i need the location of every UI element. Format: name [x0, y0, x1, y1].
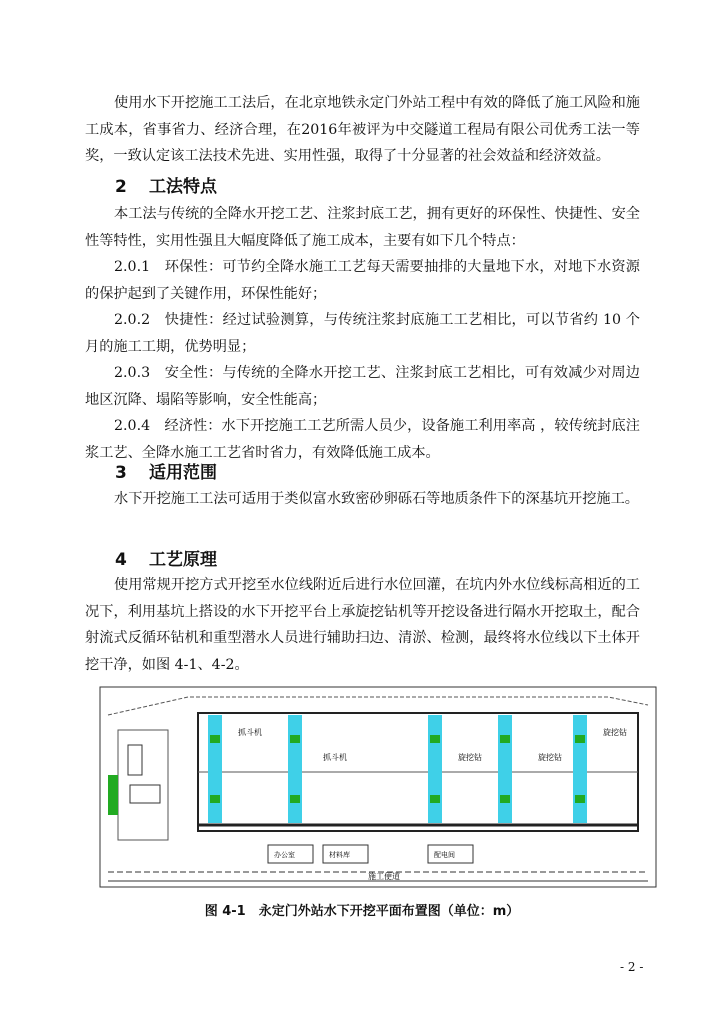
paragraph-feature-3: 2.0.3 安全性：与传统的全降水开挖工艺、注浆封底工艺相比，可有效减少对周边地区沉降、塌陷等影响，安全性能高；	[85, 365, 640, 408]
machine-marker	[290, 795, 300, 803]
water-column	[208, 715, 222, 823]
machine-marker	[500, 795, 510, 803]
paragraph-feature-2: 2.0.2 快捷性：经过试验测算，与传统注浆封底施工工艺相比，可以节省约 10 个月的施工工期，优势明显；	[85, 312, 640, 355]
annex-building	[130, 785, 160, 803]
section-title: 工艺原理	[149, 550, 217, 570]
section-number: 4	[115, 550, 127, 570]
site-boundary	[100, 687, 656, 887]
annex-building	[128, 745, 142, 775]
machine-label: 旋挖钻	[603, 728, 627, 737]
section-title: 工法特点	[149, 177, 217, 197]
page-number: - 2 -	[620, 960, 644, 974]
water-column	[573, 715, 587, 823]
machine-marker	[210, 735, 220, 743]
paragraph-intro: 使用水下开挖施工工法后，在北京地铁永定门外站工程中有效的降低了施工风险和施工成本，省事省力、经济合理，在2016年被评为中交隧道工程局有限公司优秀工法一等奖，一致认定该工法技术先进、实用性强，取得了十分显著的社会效益和经济效益。	[85, 95, 640, 164]
site-plan-figure	[98, 685, 658, 890]
paragraph-scope: 水下开挖施工工法可适用于类似富水致密砂卵砾石等地质条件下的深基坑开挖施工。	[114, 491, 639, 507]
gate-marker	[108, 775, 118, 815]
section-number: 3	[115, 463, 127, 483]
water-column	[428, 715, 442, 823]
machine-label: 旋挖钻	[458, 753, 482, 762]
paragraph-features: 本工法与传统的全降水开挖工艺、注浆封底工艺，拥有更好的环保性、快捷性、安全性等特性，实用性强且大幅度降低了施工成本，主要有如下几个特点：	[85, 206, 640, 249]
water-column	[288, 715, 302, 823]
water-column	[498, 715, 512, 823]
figure-caption: 图 4-1 永定门外站水下开挖平面布置图（单位：m）	[204, 904, 520, 919]
machine-marker	[430, 795, 440, 803]
road-label: 施工便道	[368, 872, 400, 881]
machine-marker	[430, 735, 440, 743]
machine-label: 旋挖钻	[538, 753, 562, 762]
paragraph-feature-1: 2.0.1 环保性：可节约全降水施工工艺每天需要抽排的大量地下水，对地下水资源的保护起到了关键作用，环保性能好；	[85, 259, 640, 302]
machine-label: 抓斗机	[323, 753, 347, 762]
machine-marker	[500, 735, 510, 743]
section-title: 适用范围	[149, 463, 217, 483]
machine-marker	[290, 735, 300, 743]
machine-label: 抓斗机	[238, 728, 262, 737]
building-label: 材料库	[329, 851, 350, 859]
paragraph-feature-4: 2.0.4 经济性：水下开挖施工工艺所需人员少，设备施工利用率高 ，较传统封底注浆工艺、全降水施工工艺省时省力，有效降低施工成本。	[85, 418, 640, 461]
paragraph-principle: 使用常规开挖方式开挖至水位线附近后进行水位回灌，在坑内外水位线标高相近的工况下，利用基坑上搭设的水下开挖平台上承旋挖钻机等开挖设备进行隔水开挖取土，配合射流式反循环钻机和重型潜水人员进行辅助扫边、清淤、检测，最终将水位线以下土体开挖干净，如图 4-1、4-2。	[85, 577, 640, 673]
building-label: 配电间	[434, 851, 455, 859]
machine-marker	[575, 795, 585, 803]
building-label: 办公室	[274, 851, 295, 859]
section-heading-4	[115, 545, 217, 570]
section-heading-2	[115, 172, 217, 197]
machine-marker	[210, 795, 220, 803]
section-heading-3	[115, 458, 217, 483]
water-columns	[208, 715, 587, 823]
section-number: 2	[115, 177, 127, 197]
machine-marker	[575, 735, 585, 743]
